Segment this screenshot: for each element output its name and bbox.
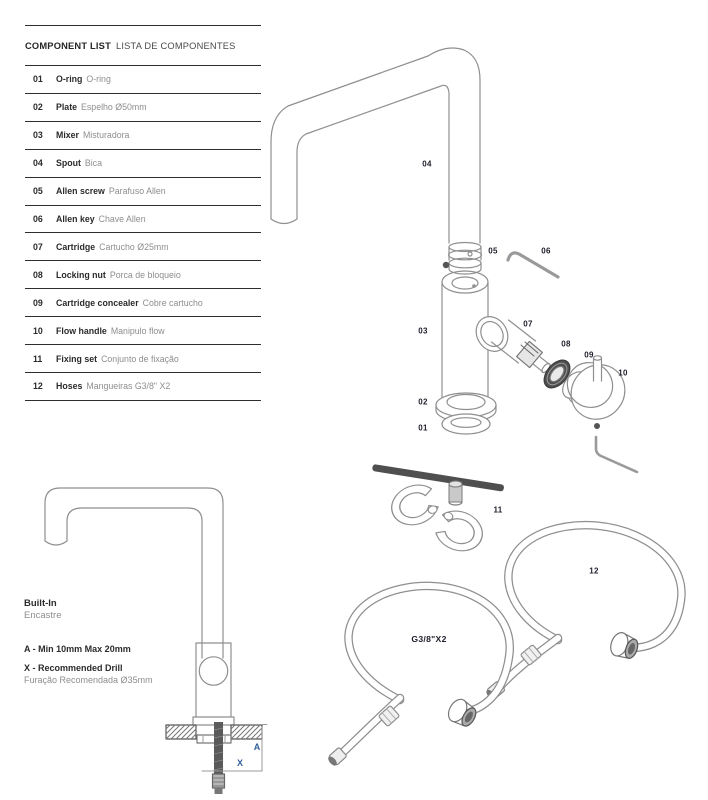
component-name-en: Allen screw	[56, 186, 105, 197]
component-name-pt: O-ring	[86, 74, 111, 85]
built-in-title-en: Built-In	[24, 598, 57, 609]
handle-allen-screw-icon	[594, 423, 600, 429]
component-name-pt: Misturadora	[82, 130, 130, 141]
component-name-pt: Chave Allen	[98, 213, 146, 224]
component-row-06	[25, 206, 261, 234]
component-name-pt: Cobre cartucho	[142, 297, 203, 308]
callout-12-hoses: 12	[589, 566, 599, 576]
component-name-pt: Bica	[84, 158, 103, 169]
callout-04-spout: 04	[422, 159, 432, 169]
component-row-12	[25, 373, 261, 401]
allen-key-icon	[508, 253, 558, 277]
list-title-pt: LISTA DE COMPONENTES	[115, 40, 236, 51]
callout-10-flow-handle: 10	[618, 368, 628, 378]
component-number: 02	[33, 102, 43, 113]
hose-thread-label: G3/8"X2	[411, 634, 447, 644]
dimension-label-a: A	[253, 742, 261, 752]
built-in-view-drawing	[45, 488, 267, 794]
component-name-en: Fixing set	[56, 353, 98, 364]
callout-01-oring: 01	[418, 423, 428, 433]
component-row-07	[25, 233, 261, 261]
built-in-title-pt: Encastre	[24, 610, 62, 621]
component-row-01	[25, 66, 261, 94]
callout-02-plate: 02	[418, 397, 428, 407]
component-name-en: Locking nut	[56, 269, 106, 280]
component-number: 08	[33, 269, 43, 280]
install-notes-block	[24, 643, 153, 686]
component-name-en: Flow handle	[56, 325, 107, 336]
component-list-header	[25, 26, 261, 66]
component-number: 10	[33, 325, 43, 336]
component-number: 07	[33, 241, 43, 252]
component-row-05	[25, 178, 261, 206]
component-name-en: Allen key	[56, 213, 95, 224]
callout-06-allen-key: 06	[541, 246, 551, 256]
hose-left-drawing	[326, 586, 509, 768]
component-name-en: Cartridge concealer	[56, 297, 139, 308]
note-drill-pt: Furação Recomendada Ø35mm	[24, 675, 153, 685]
component-number: 09	[33, 297, 43, 308]
component-name-en: Mixer	[56, 130, 79, 141]
callout-03-mixer: 03	[418, 326, 428, 336]
component-name-pt: Cartucho Ø25mm	[99, 241, 169, 252]
fixing-set-drawing	[372, 464, 504, 557]
component-row-08	[25, 261, 261, 289]
component-name-pt: Manipulo flow	[110, 325, 165, 336]
component-row-09	[25, 289, 261, 317]
component-name-pt: Porca de bloqueio	[109, 269, 181, 280]
callout-05-allen-screw: 05	[488, 246, 498, 256]
component-row-03	[25, 122, 261, 150]
component-number: 03	[33, 130, 43, 141]
component-number: 06	[33, 213, 43, 224]
component-name-en: Cartridge	[56, 241, 96, 252]
allen-screw-icon	[443, 262, 449, 268]
component-name-pt: Mangueiras G3/8" X2	[86, 381, 171, 392]
mixer-body-drawing	[442, 271, 514, 407]
component-list	[25, 25, 261, 401]
component-name-en: Spout	[56, 158, 81, 169]
component-name-en: O-ring	[56, 74, 83, 85]
component-number: 12	[33, 381, 43, 392]
spout-drawing	[271, 48, 480, 243]
component-number: 05	[33, 186, 43, 197]
handle-allen-key-icon	[596, 437, 637, 472]
component-row-11	[25, 345, 261, 373]
component-row-02	[25, 94, 261, 122]
component-row-04	[25, 150, 261, 178]
list-title-en: COMPONENT LIST	[25, 40, 111, 51]
dimension-label-x: X	[236, 758, 244, 768]
component-row-10	[25, 317, 261, 345]
note-dimension-a: A - Min 10mm Max 20mm	[24, 644, 131, 654]
component-name-pt: Parafuso Allen	[108, 186, 166, 197]
hose-right-drawing	[484, 525, 681, 701]
component-name-en: Hoses	[56, 381, 83, 392]
callout-09-concealer: 09	[584, 350, 594, 360]
component-name-en: Plate	[56, 102, 78, 113]
spout-connector-drawing	[449, 243, 482, 275]
note-drill-en: X - Recommended Drill	[24, 663, 123, 673]
component-number: 11	[33, 353, 43, 364]
component-name-pt: Conjunto de fixação	[101, 353, 179, 364]
component-number: 01	[33, 74, 43, 85]
callout-11-fixing-set: 11	[493, 505, 503, 515]
component-name-pt: Espelho Ø50mm	[81, 102, 147, 113]
callout-07-cartridge: 07	[523, 319, 533, 329]
built-in-title-block	[24, 598, 62, 622]
oring-drawing	[442, 414, 490, 434]
component-number: 04	[33, 158, 43, 169]
callout-08-locking-nut: 08	[561, 339, 571, 349]
